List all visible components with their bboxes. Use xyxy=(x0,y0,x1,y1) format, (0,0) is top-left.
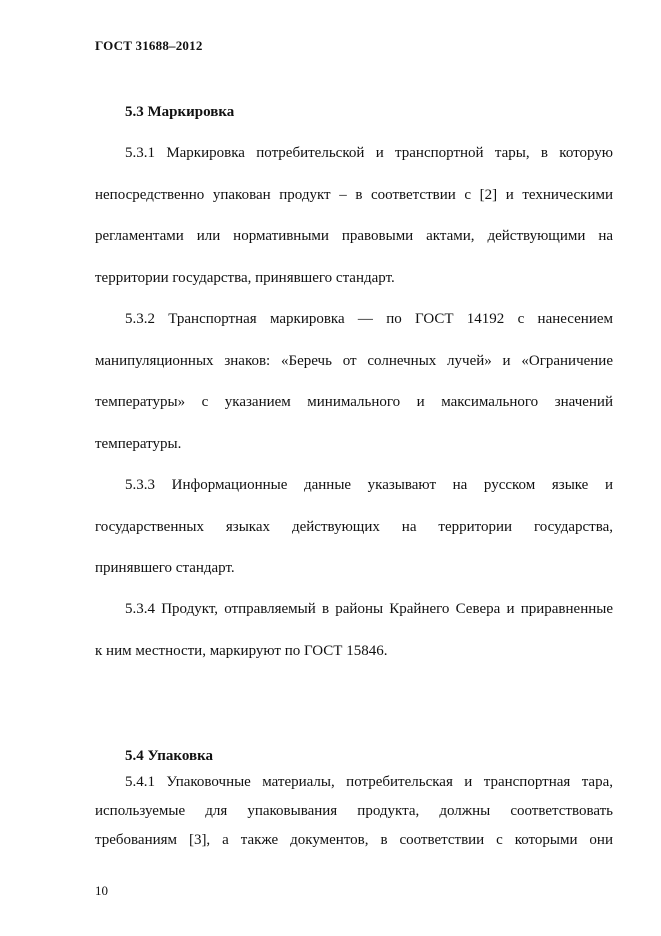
text-line: 5.3.1 Маркировка потребительской и транспортной тары, в которую xyxy=(125,145,613,161)
text-line: используемые для упаковывания продукта, должны соответствовать xyxy=(95,803,613,819)
section-title-marking: 5.3 Маркировка xyxy=(125,104,235,120)
text-line: температуры» с указанием минимального и максимального значений xyxy=(95,394,613,410)
paragraph-5-3-2 xyxy=(95,299,613,465)
document-header: ГОСТ 31688–2012 xyxy=(95,38,203,53)
text-line: принявшего стандарт. xyxy=(95,560,235,576)
text-line: манипуляционных знаков: «Беречь от солнечных лучей» и «Ограничение xyxy=(95,352,613,369)
paragraph-5-3-4 xyxy=(95,589,613,672)
paragraph-5-3-1 xyxy=(95,133,613,299)
text-line: 5.3.2 Транспортная маркировка — по ГОСТ 14192 с нанесением xyxy=(125,311,613,327)
text-line: 5.4.1 Упаковочные материалы, потребительская и транспортная тара, xyxy=(125,774,613,790)
paragraph-5-3-3 xyxy=(95,465,613,590)
text-line: непосредственно упакован продукт – в соответствии с [2] и техническими xyxy=(95,186,613,203)
paragraph-5-4-1 xyxy=(95,768,613,855)
text-line: территории государства, принявшего стандарт. xyxy=(95,269,395,286)
text-line: 5.3.4 Продукт, отправляемый в районы Крайнего Севера и приравненные xyxy=(125,601,613,617)
text-line: требованиям [3], а также документов, в соответствии с которыми они xyxy=(95,832,613,848)
section-title-packaging: 5.4 Упаковка xyxy=(125,748,214,764)
text-line: 5.3.3 Информационные данные указывают на русском языке и xyxy=(125,477,613,493)
text-line: регламентами или нормативными правовыми актами, действующими на xyxy=(95,228,613,244)
page-number: 10 xyxy=(95,883,108,898)
text-line: температуры. xyxy=(95,435,182,452)
text-line: к ним местности, маркируют по ГОСТ 15846. xyxy=(95,642,388,659)
text-line: государственных языках действующих на территории государства, xyxy=(95,518,613,535)
